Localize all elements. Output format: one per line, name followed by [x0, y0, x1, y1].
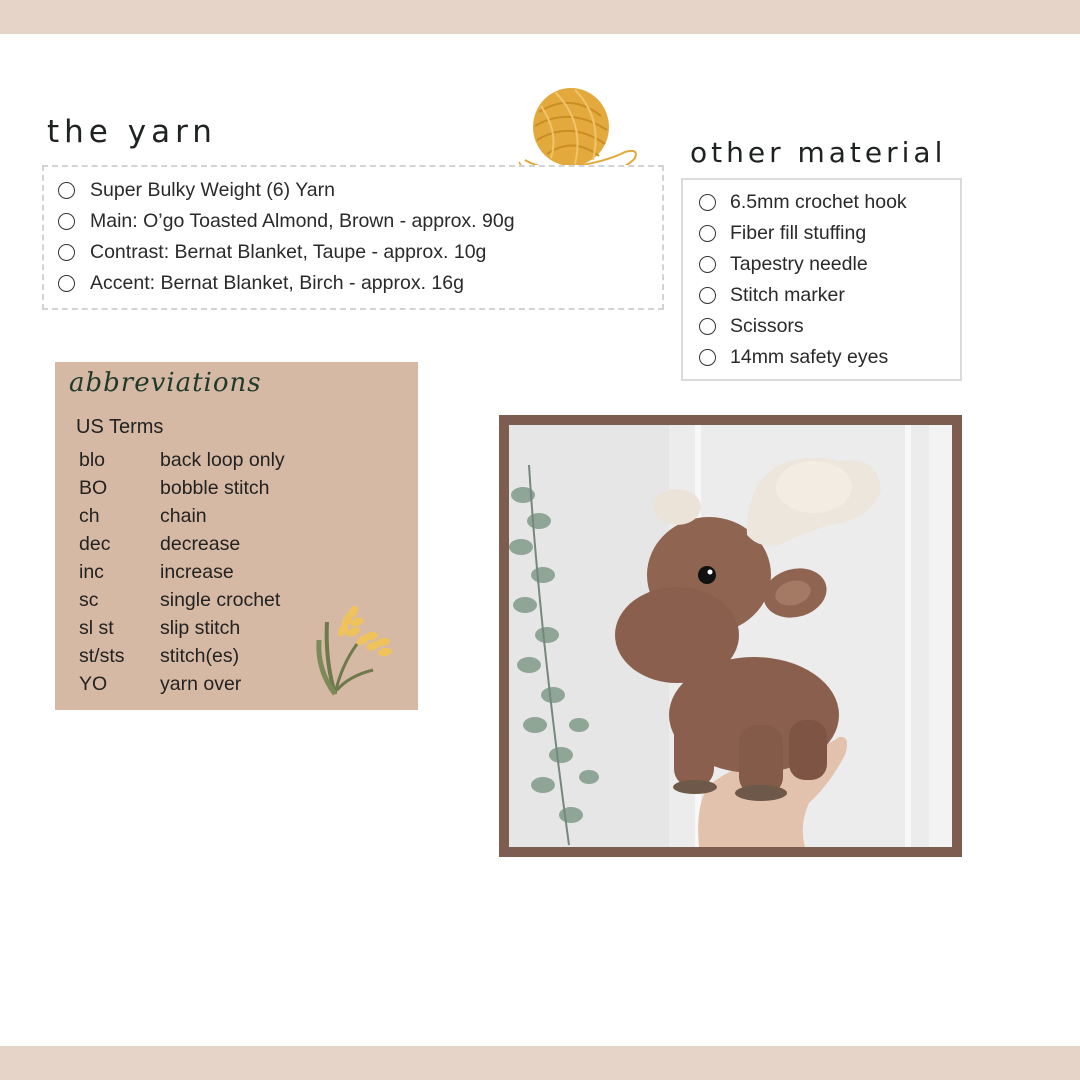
other-material-title: other material: [690, 136, 947, 169]
abbreviation-row: [55, 505, 335, 531]
abbreviation-meaning: yarn over: [160, 673, 242, 695]
abbreviation-key: YO: [79, 673, 108, 695]
abbreviation-row: [55, 449, 335, 475]
yarn-item[interactable]: [44, 176, 662, 204]
abbreviation-meaning: decrease: [160, 533, 241, 555]
abbreviation-meaning: single crochet: [160, 589, 281, 611]
abbreviation-row: [55, 673, 335, 699]
radio-circle-icon[interactable]: [699, 287, 716, 304]
yarn-item-label: Super Bulky Weight (6) Yarn: [90, 178, 335, 201]
radio-circle-icon[interactable]: [699, 225, 716, 242]
abbreviation-row: [55, 589, 335, 615]
yarn-checklist: [42, 165, 664, 310]
abbreviation-key: dec: [79, 533, 111, 555]
material-item-label: Tapestry needle: [730, 252, 868, 275]
abbreviation-key: ch: [79, 505, 100, 527]
abbreviation-row: [55, 561, 335, 587]
yarn-item[interactable]: [44, 238, 662, 266]
radio-circle-icon[interactable]: [699, 349, 716, 366]
material-item-label: 6.5mm crochet hook: [730, 190, 907, 213]
radio-circle-icon[interactable]: [699, 318, 716, 335]
abbreviation-key: sc: [79, 589, 99, 611]
yarn-item-label: Contrast: Bernat Blanket, Taupe - approx. 10g: [90, 240, 487, 263]
material-item-label: 14mm safety eyes: [730, 345, 889, 368]
abbreviation-row: [55, 617, 335, 643]
abbreviation-meaning: back loop only: [160, 449, 285, 471]
terms-label: US Terms: [76, 416, 164, 438]
yarn-item[interactable]: [44, 207, 662, 235]
material-item-label: Fiber fill stuffing: [730, 221, 867, 244]
abbreviation-key: inc: [79, 561, 104, 583]
radio-circle-icon[interactable]: [58, 244, 75, 261]
material-item[interactable]: [683, 219, 960, 247]
abbreviation-row: [55, 477, 335, 503]
moose-photo-frame: [499, 415, 962, 857]
abbreviation-meaning: slip stitch: [160, 617, 241, 639]
radio-circle-icon[interactable]: [699, 194, 716, 211]
radio-circle-icon[interactable]: [58, 182, 75, 199]
radio-circle-icon[interactable]: [58, 275, 75, 292]
top-band: [0, 0, 1080, 34]
abbreviation-meaning: stitch(es): [160, 645, 240, 667]
abbreviation-meaning: bobble stitch: [160, 477, 270, 499]
yarn-section-title: the yarn: [47, 114, 217, 150]
material-item[interactable]: [683, 343, 960, 371]
abbreviations-panel: [55, 362, 418, 710]
abbreviations-title: abbreviations: [69, 368, 262, 398]
wheat-icon: [311, 600, 393, 696]
yarn-item[interactable]: [44, 269, 662, 297]
radio-circle-icon[interactable]: [58, 213, 75, 230]
yarn-item-label: Accent: Bernat Blanket, Birch - approx. 16g: [90, 271, 464, 294]
radio-circle-icon[interactable]: [699, 256, 716, 273]
material-item[interactable]: [683, 281, 960, 309]
abbreviation-meaning: increase: [160, 561, 234, 583]
abbreviation-key: sl st: [79, 617, 114, 639]
moose-photo: [509, 425, 952, 847]
abbreviation-key: st/sts: [79, 645, 125, 667]
abbreviation-row: [55, 645, 335, 671]
material-item-label: Scissors: [730, 314, 804, 337]
abbreviation-meaning: chain: [160, 505, 207, 527]
material-item[interactable]: [683, 312, 960, 340]
abbreviation-key: BO: [79, 477, 108, 499]
yarn-item-label: Main: O’go Toasted Almond, Brown - approx. 90g: [90, 209, 515, 232]
other-material-checklist: [681, 178, 962, 381]
material-item[interactable]: [683, 188, 960, 216]
abbreviation-row: [55, 533, 335, 559]
abbreviation-key: blo: [79, 449, 106, 471]
material-item[interactable]: [683, 250, 960, 278]
bottom-band: [0, 1046, 1080, 1080]
material-item-label: Stitch marker: [730, 283, 845, 306]
